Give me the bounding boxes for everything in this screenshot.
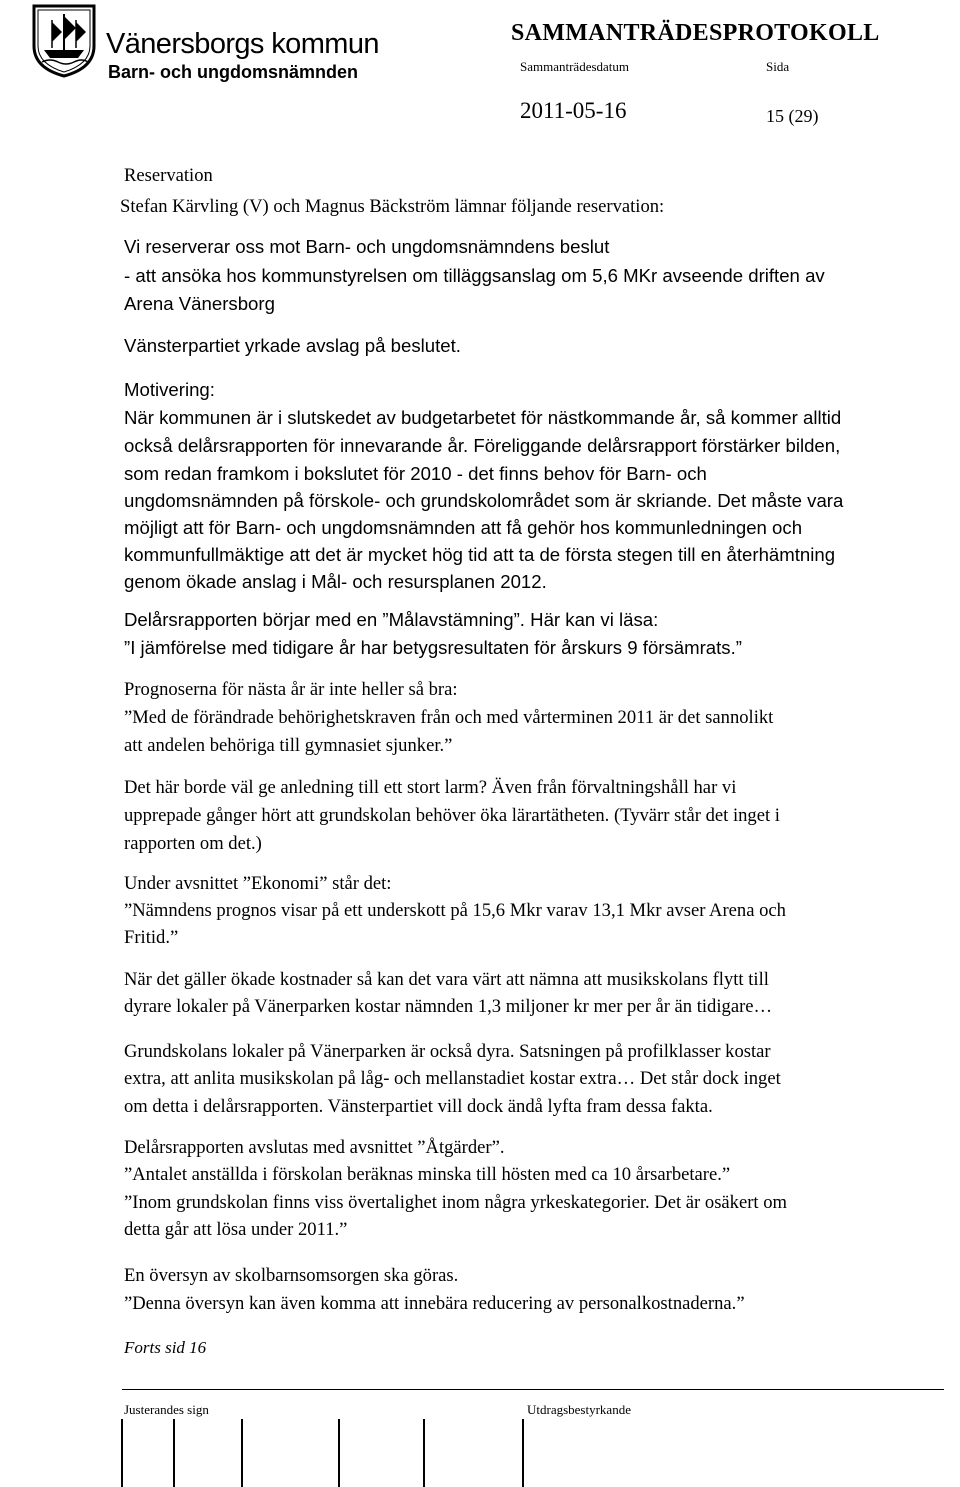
body-line: - att ansöka hos kommunstyrelsen om tilläggsanslag om 5,6 MKr avseende driften av (124, 265, 825, 286)
body-line: Arena Vänersborg (124, 293, 275, 314)
motivering-heading: Motivering: (124, 379, 215, 400)
committee-name: Barn- och ungdomsnämnden (108, 62, 359, 82)
quote-line: ”Nämndens prognos visar på ett underskott på 15,6 Mkr varav 13,1 Mkr avser Arena och (124, 900, 786, 921)
body-line: En översyn av skolbarnsomsorgen ska göras. (124, 1265, 459, 1286)
signature-box-divider (241, 1419, 243, 1487)
ship-crest-logo-icon (30, 2, 98, 78)
footer-rule (122, 1389, 944, 1390)
signature-box-divider (338, 1419, 340, 1487)
signature-box-divider (423, 1419, 425, 1487)
body-line: När det gäller ökade kostnader så kan det vara värt att nämna att musikskolans flytt till (124, 969, 769, 990)
body-line: också delårsrapporten för innevarande år. Föreliggande delårsrapport förstärker bilden, (124, 435, 841, 456)
body-line: Delårsrapporten börjar med en ”Målavstämning”. Här kan vi läsa: (124, 609, 659, 630)
page-label: Sida (766, 59, 790, 74)
organization-name: Vänersborgs kommun (106, 28, 379, 60)
quote-line: ”Med de förändrade behörighetskraven från och med vårterminen 2011 är det sannolikt (124, 707, 774, 728)
section-heading-reservation: Reservation (124, 165, 213, 186)
body-line: Under avsnittet ”Ekonomi” står det: (124, 873, 392, 894)
body-line: När kommunen är i slutskedet av budgetarbetet för nästkommande år, så kommer alltid (124, 407, 842, 428)
quote-line: ”Antalet anställda i förskolan beräknas minska till hösten med ca 10 årsarbetare.” (124, 1164, 731, 1185)
body-line: om detta i delårsrapporten. Vänsterpartiet vill dock ändå lyfta fram dessa fakta. (124, 1096, 713, 1117)
quote-line: detta går att lösa under 2011.” (124, 1219, 348, 1240)
body-line: möjligt att för Barn- och ungdomsnämnden att få gehör hos kommunledningen och (124, 517, 803, 538)
document-type-title: SAMMANTRÄDESPROTOKOLL (511, 20, 880, 46)
meeting-date-label: Sammanträdesdatum (520, 59, 630, 74)
body-line: Vi reserverar oss mot Barn- och ungdomsnämndens beslut (124, 236, 610, 257)
quote-line: Fritid.” (124, 927, 179, 948)
extract-certification-label: Utdragsbestyrkande (527, 1402, 631, 1417)
body-line: upprepade gånger hört att grundskolan behöver öka lärartätheten. (Tyvärr står det inget i (124, 805, 780, 826)
signature-box-divider (173, 1419, 175, 1487)
signature-label: Justerandes sign (124, 1402, 209, 1417)
body-line: dyrare lokaler på Vänerparken kostar nämnden 1,3 miljoner kr mer per år än tidigare… (124, 996, 773, 1017)
continued-note: Forts sid 16 (124, 1338, 207, 1357)
body-line: Vänsterpartiet yrkade avslag på beslutet. (124, 335, 461, 356)
body-line: Stefan Kärvling (V) och Magnus Bäckström lämnar följande reservation: (120, 196, 665, 217)
quote-line: ”Denna översyn kan även komma att innebära reducering av personalkostnaderna.” (124, 1293, 745, 1314)
body-line: Det här borde väl ge anledning till ett stort larm? Även från förvaltningshåll har vi (124, 777, 737, 798)
quote-line: ”Inom grundskolan finns viss övertalighet inom några yrkeskategorier. Det är osäkert om (124, 1192, 788, 1213)
body-line: Grundskolans lokaler på Vänerparken är också dyra. Satsningen på profilklasser kostar (124, 1041, 771, 1062)
meeting-date: 2011-05-16 (520, 98, 627, 123)
signature-box-divider (522, 1419, 524, 1487)
body-line: genom ökade anslag i Mål- och resursplanen 2012. (124, 571, 547, 592)
body-line: Delårsrapporten avslutas med avsnittet ”Åtgärder”. (124, 1137, 505, 1158)
body-line: extra, att anlita musikskolan på låg- och mellanstadiet kostar extra… Det står dock inget (124, 1068, 781, 1089)
body-line: Prognoserna för nästa år är inte heller så bra: (124, 679, 458, 700)
body-line: som redan framkom i bokslutet för 2010 - det finns behov för Barn- och (124, 463, 707, 484)
quote-line: ”I jämförelse med tidigare år har betygsresultaten för årskurs 9 försämrats.” (124, 637, 742, 658)
body-line: kommunfullmäktige att det är mycket hög tid att ta de första stegen till en återhämtning (124, 544, 836, 565)
page-number: 15 (29) (766, 106, 819, 126)
body-line: rapporten om det.) (124, 833, 262, 854)
signature-box-divider (121, 1419, 123, 1487)
body-line: ungdomsnämnden på förskole- och grundskolområdet som är skriande. Det måste vara (124, 490, 844, 511)
quote-line: att andelen behöriga till gymnasiet sjunker.” (124, 735, 453, 756)
